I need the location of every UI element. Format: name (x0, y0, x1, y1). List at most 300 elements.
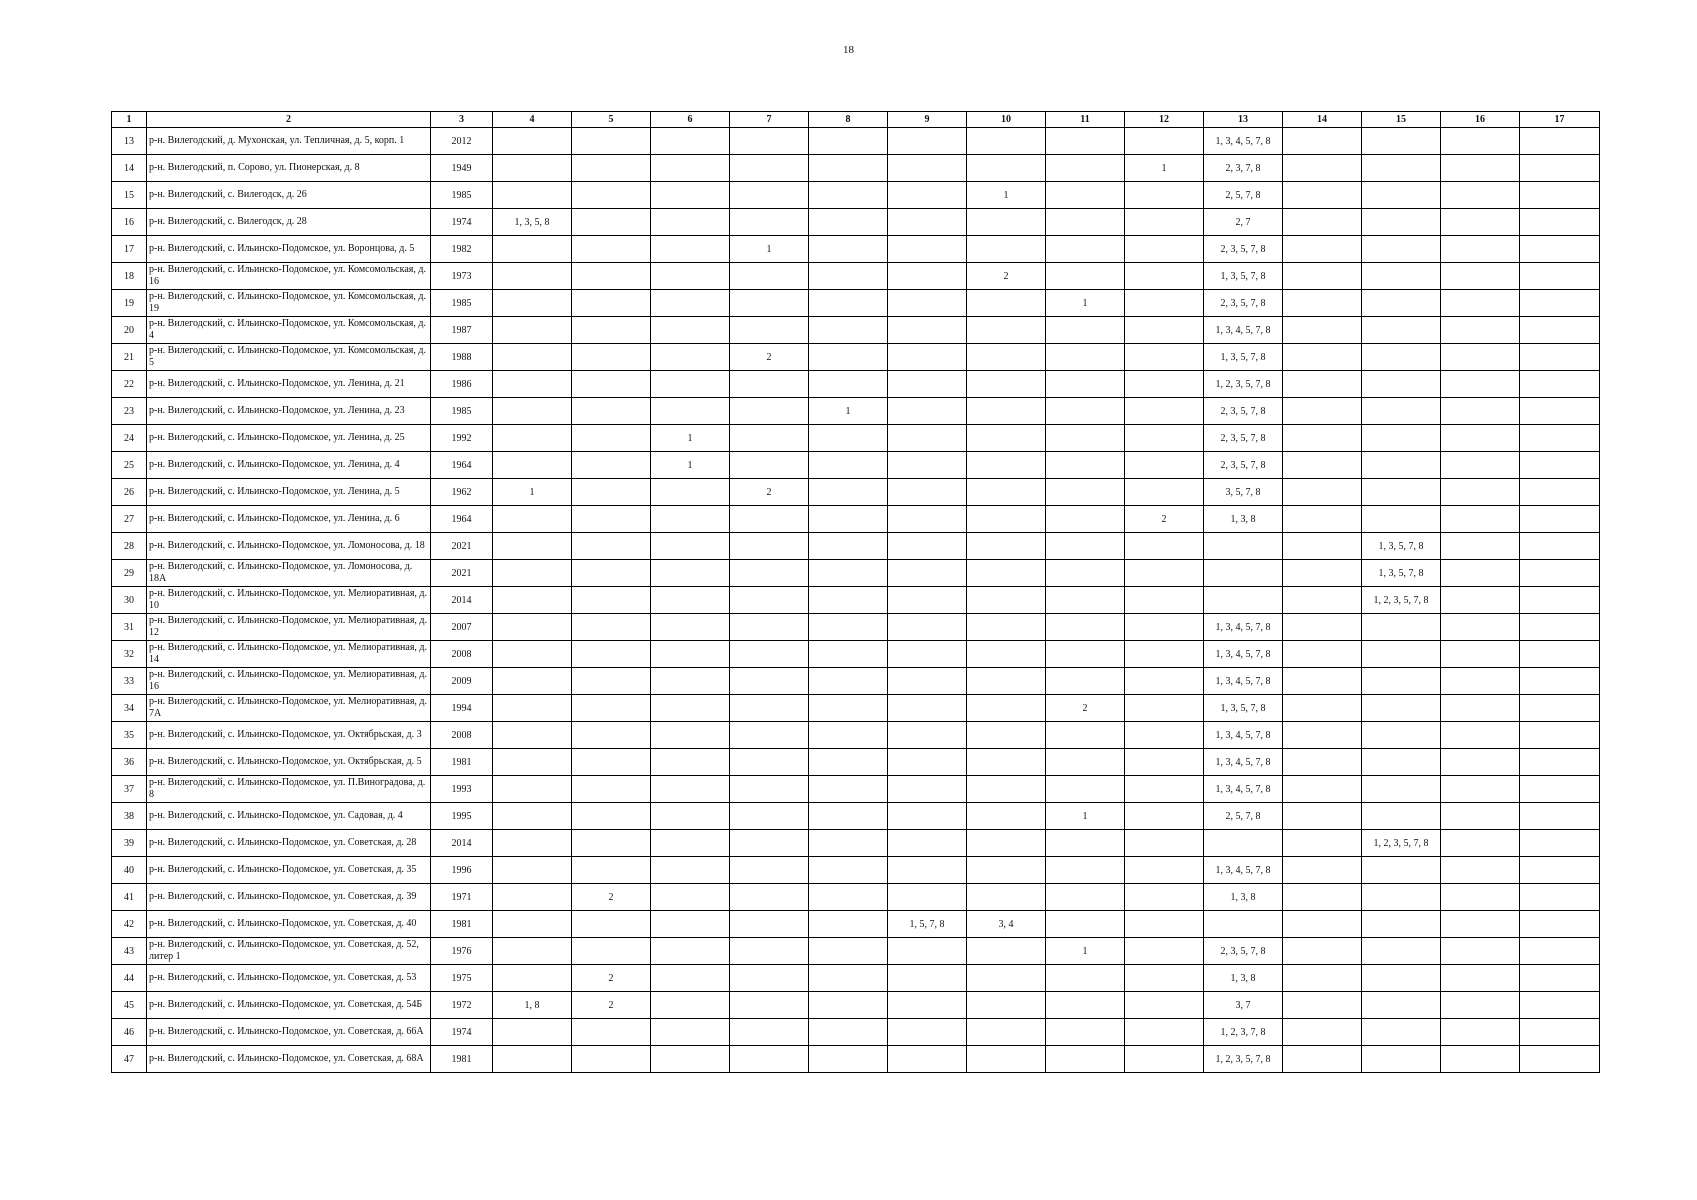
column-9-cell: 1, 5, 7, 8 (888, 911, 967, 938)
address-cell: р-н. Вилегодский, с. Ильинско-Подомское, ул. Ленина, д. 4 (147, 452, 431, 479)
table-row (112, 668, 1600, 695)
column-13-cell (1204, 560, 1283, 587)
column-header-2: 2 (147, 112, 431, 128)
column-16-cell (1441, 425, 1520, 452)
column-9-cell (888, 830, 967, 857)
column-4-cell (493, 668, 572, 695)
column-15-cell (1362, 317, 1441, 344)
column-8-cell (809, 641, 888, 668)
column-15-cell (1362, 425, 1441, 452)
column-15-cell (1362, 263, 1441, 290)
address-cell: р-н. Вилегодский, с. Ильинско-Подомское, ул. Ломоносова, д. 18 (147, 533, 431, 560)
column-12-cell (1125, 641, 1204, 668)
column-16-cell (1441, 776, 1520, 803)
column-13-cell: 2, 3, 5, 7, 8 (1204, 398, 1283, 425)
column-8-cell (809, 695, 888, 722)
column-4-cell (493, 614, 572, 641)
column-5-cell (572, 506, 651, 533)
column-9-cell (888, 479, 967, 506)
column-15-cell (1362, 479, 1441, 506)
column-17-cell (1520, 1019, 1600, 1046)
column-14-cell (1283, 1019, 1362, 1046)
row-number-cell: 36 (112, 749, 147, 776)
column-6-cell (651, 884, 730, 911)
column-9-cell (888, 371, 967, 398)
column-17-cell (1520, 1046, 1600, 1073)
table-row (112, 776, 1600, 803)
address-cell: р-н. Вилегодский, с. Ильинско-Подомское, ул. Комсомольская, д. 19 (147, 290, 431, 317)
column-9-cell (888, 398, 967, 425)
column-16-cell (1441, 533, 1520, 560)
column-13-cell (1204, 587, 1283, 614)
column-4-cell: 1, 8 (493, 992, 572, 1019)
column-12-cell (1125, 722, 1204, 749)
address-cell: р-н. Вилегодский, с. Ильинско-Подомское, ул. Ленина, д. 25 (147, 425, 431, 452)
column-13-cell: 2, 7 (1204, 209, 1283, 236)
column-11-cell (1046, 398, 1125, 425)
column-4-cell: 1 (493, 479, 572, 506)
column-7-cell (730, 1046, 809, 1073)
address-cell: р-н. Вилегодский, с. Ильинско-Подомское, ул. Советская, д. 54Б (147, 992, 431, 1019)
column-11-cell (1046, 668, 1125, 695)
column-11-cell (1046, 263, 1125, 290)
column-5-cell (572, 128, 651, 155)
row-number-cell: 18 (112, 263, 147, 290)
row-number-cell: 27 (112, 506, 147, 533)
column-13-cell (1204, 830, 1283, 857)
column-8-cell (809, 830, 888, 857)
column-10-cell (967, 614, 1046, 641)
address-cell: р-н. Вилегодский, с. Ильинско-Подомское, ул. Мелиоративная, д. 12 (147, 614, 431, 641)
row-number-cell: 17 (112, 236, 147, 263)
column-15-cell (1362, 992, 1441, 1019)
column-11-cell (1046, 830, 1125, 857)
column-10-cell (967, 236, 1046, 263)
column-7-cell (730, 884, 809, 911)
column-15-cell (1362, 1046, 1441, 1073)
address-cell: р-н. Вилегодский, с. Ильинско-Подомское, ул. Советская, д. 39 (147, 884, 431, 911)
year-cell: 1949 (431, 155, 493, 182)
year-cell: 2014 (431, 587, 493, 614)
column-5-cell (572, 425, 651, 452)
column-10-cell (967, 938, 1046, 965)
column-4-cell (493, 803, 572, 830)
column-11-cell (1046, 182, 1125, 209)
column-7-cell (730, 641, 809, 668)
column-4-cell (493, 344, 572, 371)
column-15-cell (1362, 344, 1441, 371)
column-7-cell (730, 452, 809, 479)
column-14-cell (1283, 128, 1362, 155)
column-8-cell (809, 155, 888, 182)
column-9-cell (888, 695, 967, 722)
column-5-cell (572, 749, 651, 776)
column-17-cell (1520, 425, 1600, 452)
column-6-cell (651, 236, 730, 263)
column-16-cell (1441, 668, 1520, 695)
column-4-cell (493, 182, 572, 209)
column-8-cell (809, 857, 888, 884)
column-12-cell (1125, 479, 1204, 506)
address-cell: р-н. Вилегодский, с. Ильинско-Подомское, ул. Мелиоративная, д. 16 (147, 668, 431, 695)
column-5-cell (572, 722, 651, 749)
column-11-cell (1046, 965, 1125, 992)
column-5-cell (572, 1046, 651, 1073)
column-14-cell (1283, 695, 1362, 722)
column-14-cell (1283, 182, 1362, 209)
column-9-cell (888, 533, 967, 560)
column-13-cell: 1, 3, 4, 5, 7, 8 (1204, 641, 1283, 668)
column-9-cell (888, 506, 967, 533)
row-number-cell: 16 (112, 209, 147, 236)
column-6-cell (651, 182, 730, 209)
column-13-cell: 1, 3, 8 (1204, 965, 1283, 992)
column-8-cell (809, 479, 888, 506)
column-14-cell (1283, 614, 1362, 641)
column-5-cell (572, 614, 651, 641)
year-cell: 1985 (431, 290, 493, 317)
column-5-cell (572, 452, 651, 479)
column-4-cell (493, 236, 572, 263)
housing-register-table (111, 111, 1600, 1073)
column-10-cell (967, 722, 1046, 749)
table-row (112, 155, 1600, 182)
column-11-cell (1046, 776, 1125, 803)
column-15-cell: 1, 3, 5, 7, 8 (1362, 533, 1441, 560)
column-7-cell (730, 371, 809, 398)
row-number-cell: 35 (112, 722, 147, 749)
column-11-cell (1046, 749, 1125, 776)
column-8-cell (809, 263, 888, 290)
column-15-cell (1362, 776, 1441, 803)
table-row (112, 371, 1600, 398)
column-4-cell (493, 506, 572, 533)
column-4-cell (493, 1019, 572, 1046)
year-cell: 2012 (431, 128, 493, 155)
column-7-cell (730, 749, 809, 776)
column-5-cell (572, 398, 651, 425)
column-5-cell (572, 560, 651, 587)
column-14-cell (1283, 776, 1362, 803)
table-row (112, 695, 1600, 722)
column-8-cell (809, 614, 888, 641)
column-12-cell (1125, 236, 1204, 263)
column-9-cell (888, 1019, 967, 1046)
year-cell: 1981 (431, 911, 493, 938)
column-17-cell (1520, 236, 1600, 263)
column-11-cell (1046, 371, 1125, 398)
column-15-cell (1362, 128, 1441, 155)
column-16-cell (1441, 1019, 1520, 1046)
column-9-cell (888, 182, 967, 209)
address-cell: р-н. Вилегодский, с. Ильинско-Подомское, ул. Комсомольская, д. 4 (147, 317, 431, 344)
column-16-cell (1441, 398, 1520, 425)
column-6-cell (651, 479, 730, 506)
column-7-cell (730, 965, 809, 992)
column-13-cell: 1, 3, 4, 5, 7, 8 (1204, 722, 1283, 749)
column-6-cell (651, 668, 730, 695)
column-12-cell: 2 (1125, 506, 1204, 533)
column-8-cell (809, 911, 888, 938)
column-10-cell: 1 (967, 182, 1046, 209)
column-5-cell (572, 317, 651, 344)
year-cell: 1975 (431, 965, 493, 992)
column-14-cell (1283, 209, 1362, 236)
column-11-cell: 2 (1046, 695, 1125, 722)
column-header-1: 1 (112, 112, 147, 128)
column-8-cell (809, 884, 888, 911)
column-8-cell (809, 803, 888, 830)
column-4-cell (493, 587, 572, 614)
column-11-cell (1046, 884, 1125, 911)
row-number-cell: 29 (112, 560, 147, 587)
column-5-cell (572, 857, 651, 884)
column-8-cell (809, 560, 888, 587)
column-15-cell (1362, 506, 1441, 533)
column-12-cell (1125, 209, 1204, 236)
address-cell: р-н. Вилегодский, с. Ильинско-Подомское, ул. Комсомольская, д. 16 (147, 263, 431, 290)
column-4-cell (493, 263, 572, 290)
column-12-cell (1125, 749, 1204, 776)
row-number-cell: 19 (112, 290, 147, 317)
column-14-cell (1283, 425, 1362, 452)
column-10-cell (967, 884, 1046, 911)
column-5-cell (572, 695, 651, 722)
column-6-cell (651, 560, 730, 587)
column-17-cell (1520, 155, 1600, 182)
column-4-cell (493, 290, 572, 317)
column-7-cell (730, 1019, 809, 1046)
column-14-cell (1283, 830, 1362, 857)
table-row (112, 344, 1600, 371)
column-13-cell: 1, 3, 4, 5, 7, 8 (1204, 614, 1283, 641)
year-cell: 1985 (431, 182, 493, 209)
column-5-cell (572, 938, 651, 965)
column-header-8: 8 (809, 112, 888, 128)
column-12-cell (1125, 425, 1204, 452)
column-17-cell (1520, 182, 1600, 209)
column-17-cell (1520, 695, 1600, 722)
column-5-cell (572, 209, 651, 236)
column-8-cell (809, 1046, 888, 1073)
table-row (112, 452, 1600, 479)
column-12-cell (1125, 803, 1204, 830)
column-13-cell: 1, 3, 4, 5, 7, 8 (1204, 776, 1283, 803)
column-13-cell: 2, 3, 5, 7, 8 (1204, 236, 1283, 263)
column-17-cell (1520, 992, 1600, 1019)
row-number-cell: 38 (112, 803, 147, 830)
row-number-cell: 37 (112, 776, 147, 803)
column-12-cell (1125, 398, 1204, 425)
table-row (112, 965, 1600, 992)
column-12-cell (1125, 344, 1204, 371)
column-6-cell (651, 263, 730, 290)
column-4-cell (493, 155, 572, 182)
column-13-cell: 2, 3, 5, 7, 8 (1204, 452, 1283, 479)
column-10-cell (967, 1046, 1046, 1073)
column-6-cell (651, 830, 730, 857)
table-row (112, 1046, 1600, 1073)
column-10-cell (967, 128, 1046, 155)
column-12-cell (1125, 290, 1204, 317)
column-6-cell (651, 776, 730, 803)
column-12-cell (1125, 884, 1204, 911)
row-number-cell: 40 (112, 857, 147, 884)
column-6-cell (651, 857, 730, 884)
column-16-cell (1441, 614, 1520, 641)
column-6-cell: 1 (651, 425, 730, 452)
column-13-cell: 1, 3, 5, 7, 8 (1204, 695, 1283, 722)
column-8-cell (809, 209, 888, 236)
header-row (112, 112, 1600, 128)
column-4-cell: 1, 3, 5, 8 (493, 209, 572, 236)
column-17-cell (1520, 587, 1600, 614)
table-row (112, 290, 1600, 317)
column-15-cell (1362, 911, 1441, 938)
column-6-cell (651, 209, 730, 236)
column-8-cell (809, 425, 888, 452)
row-number-cell: 41 (112, 884, 147, 911)
column-8-cell (809, 128, 888, 155)
column-9-cell (888, 884, 967, 911)
column-15-cell (1362, 614, 1441, 641)
column-5-cell: 2 (572, 992, 651, 1019)
column-10-cell (967, 749, 1046, 776)
row-number-cell: 32 (112, 641, 147, 668)
table-row (112, 884, 1600, 911)
column-15-cell (1362, 965, 1441, 992)
column-14-cell (1283, 749, 1362, 776)
column-4-cell (493, 641, 572, 668)
column-15-cell (1362, 290, 1441, 317)
column-10-cell (967, 371, 1046, 398)
year-cell: 1992 (431, 425, 493, 452)
year-cell: 1986 (431, 371, 493, 398)
column-11-cell (1046, 857, 1125, 884)
column-16-cell (1441, 749, 1520, 776)
column-14-cell (1283, 263, 1362, 290)
column-17-cell (1520, 263, 1600, 290)
column-6-cell (651, 371, 730, 398)
column-10-cell (967, 587, 1046, 614)
year-cell: 1981 (431, 749, 493, 776)
column-11-cell (1046, 209, 1125, 236)
column-7-cell: 2 (730, 344, 809, 371)
column-11-cell (1046, 506, 1125, 533)
column-4-cell (493, 317, 572, 344)
column-15-cell (1362, 722, 1441, 749)
column-5-cell: 2 (572, 965, 651, 992)
column-17-cell (1520, 479, 1600, 506)
column-6-cell (651, 803, 730, 830)
year-cell: 1985 (431, 398, 493, 425)
column-15-cell (1362, 857, 1441, 884)
column-6-cell (651, 722, 730, 749)
column-9-cell (888, 290, 967, 317)
column-header-10: 10 (967, 112, 1046, 128)
column-14-cell (1283, 506, 1362, 533)
column-5-cell (572, 344, 651, 371)
column-header-16: 16 (1441, 112, 1520, 128)
table-row (112, 830, 1600, 857)
column-8-cell (809, 668, 888, 695)
column-15-cell (1362, 938, 1441, 965)
column-9-cell (888, 614, 967, 641)
column-15-cell: 1, 3, 5, 7, 8 (1362, 560, 1441, 587)
column-13-cell: 2, 5, 7, 8 (1204, 803, 1283, 830)
row-number-cell: 47 (112, 1046, 147, 1073)
column-7-cell (730, 830, 809, 857)
table-row (112, 209, 1600, 236)
column-17-cell (1520, 803, 1600, 830)
column-4-cell (493, 371, 572, 398)
row-number-cell: 31 (112, 614, 147, 641)
column-14-cell (1283, 587, 1362, 614)
column-12-cell (1125, 911, 1204, 938)
column-14-cell (1283, 857, 1362, 884)
column-14-cell (1283, 1046, 1362, 1073)
column-17-cell (1520, 668, 1600, 695)
column-6-cell (651, 506, 730, 533)
column-17-cell (1520, 830, 1600, 857)
column-7-cell (730, 722, 809, 749)
column-8-cell (809, 371, 888, 398)
column-12-cell (1125, 857, 1204, 884)
column-header-11: 11 (1046, 112, 1125, 128)
column-16-cell (1441, 857, 1520, 884)
column-13-cell: 1, 2, 3, 5, 7, 8 (1204, 371, 1283, 398)
column-10-cell (967, 668, 1046, 695)
column-6-cell (651, 641, 730, 668)
column-15-cell (1362, 641, 1441, 668)
column-header-15: 15 (1362, 112, 1441, 128)
column-16-cell (1441, 344, 1520, 371)
column-16-cell (1441, 938, 1520, 965)
column-7-cell (730, 911, 809, 938)
column-header-6: 6 (651, 112, 730, 128)
column-4-cell (493, 749, 572, 776)
column-16-cell (1441, 371, 1520, 398)
column-16-cell (1441, 803, 1520, 830)
column-15-cell (1362, 749, 1441, 776)
column-15-cell (1362, 884, 1441, 911)
column-6-cell (651, 911, 730, 938)
column-16-cell (1441, 830, 1520, 857)
column-10-cell (967, 317, 1046, 344)
column-10-cell (967, 992, 1046, 1019)
column-17-cell (1520, 938, 1600, 965)
table-row (112, 938, 1600, 965)
column-header-9: 9 (888, 112, 967, 128)
column-9-cell (888, 965, 967, 992)
column-8-cell (809, 587, 888, 614)
column-8-cell (809, 506, 888, 533)
column-16-cell (1441, 992, 1520, 1019)
column-16-cell (1441, 911, 1520, 938)
column-4-cell (493, 533, 572, 560)
column-15-cell (1362, 155, 1441, 182)
table-row (112, 263, 1600, 290)
address-cell: р-н. Вилегодский, с. Ильинско-Подомское, ул. Советская, д. 52, литер 1 (147, 938, 431, 965)
table-row (112, 128, 1600, 155)
table-row (112, 992, 1600, 1019)
column-10-cell (967, 344, 1046, 371)
column-9-cell (888, 344, 967, 371)
column-13-cell: 1, 3, 8 (1204, 506, 1283, 533)
column-13-cell: 1, 3, 4, 5, 7, 8 (1204, 317, 1283, 344)
column-14-cell (1283, 290, 1362, 317)
column-5-cell (572, 803, 651, 830)
